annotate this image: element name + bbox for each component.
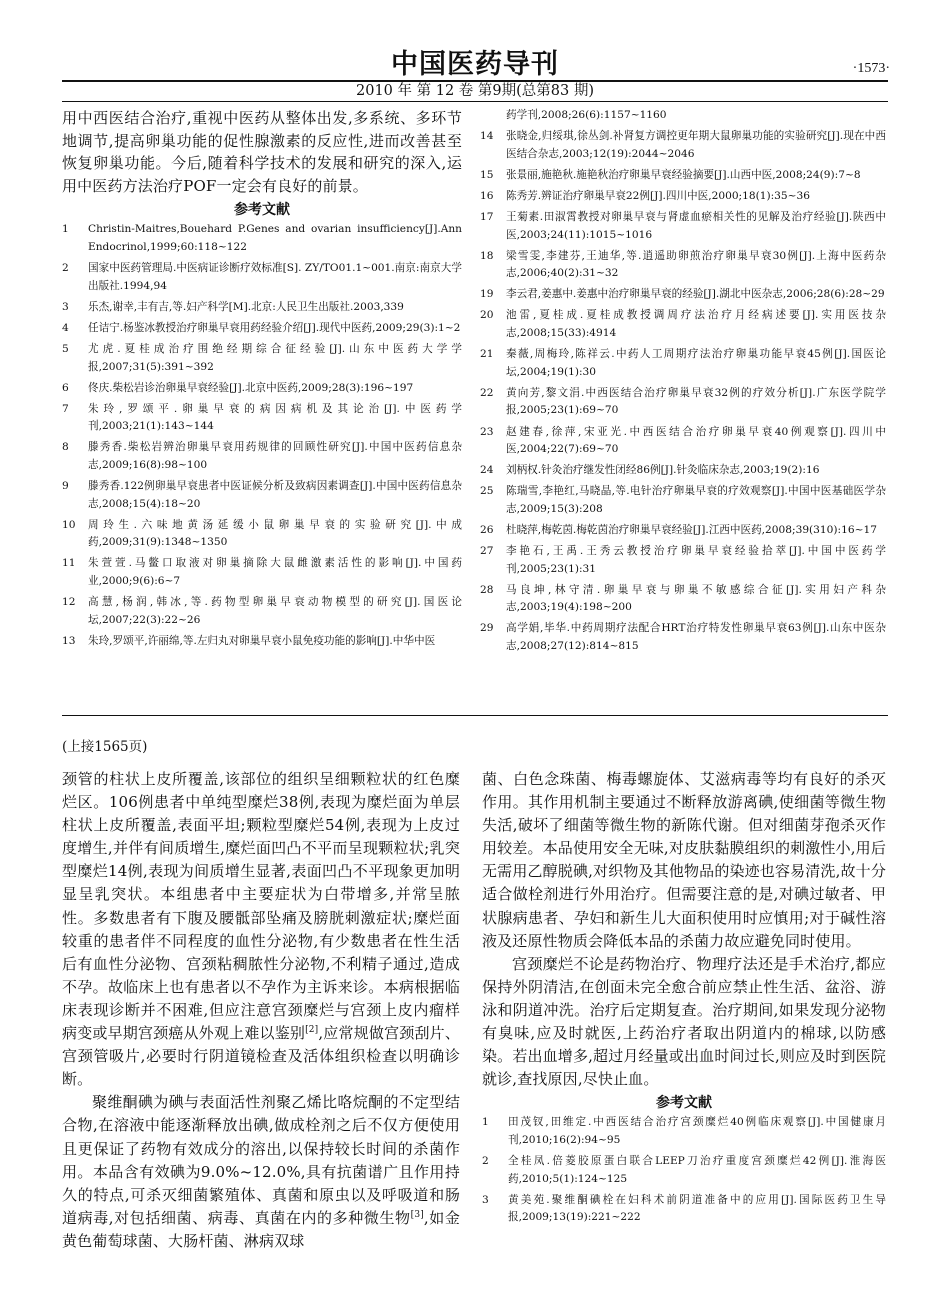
reference-item	[62, 221, 462, 256]
reference-text: 尤虎.夏桂成治疗围绝经期综合征经验[J].山东中医药大学学报,2007;31(5):391~392	[88, 342, 462, 373]
references-list-top-left	[62, 221, 462, 650]
reference-number: 2	[62, 262, 69, 275]
reference-text: 田茂钗,田维定.中西医结合治疗宫颈糜烂40例临床观察[J].中国健康月刊,2010;16(2):94~95	[508, 1116, 886, 1146]
reference-number: 14	[480, 130, 494, 143]
reference-number: 24	[480, 464, 494, 477]
body-paragraph-1-tail: ,应常规做宫颈刮片、宫颈管吸片,必要时行阴道镜检查及活体组织检查以明确诊断。	[62, 1024, 460, 1089]
reference-number: 7	[62, 402, 69, 415]
page-number: ·1573·	[852, 61, 890, 76]
reference-text: 任诘宁.杨鉴冰教授治疗卵巢早衰用药经验介绍[J].现代中医药,2009;29(3):1~2	[88, 321, 461, 334]
reference-number: 1	[482, 1116, 489, 1129]
reference-text: 陈瑞雪,李艳红,马晓晶,等.电针治疗卵巢早衰的疗效观察[J].中国中医基础医学杂志,2009;15(3):208	[506, 485, 886, 515]
reference-number: 28	[480, 583, 494, 596]
reference-text: 李艳石,王禹.王秀云教授治疗卵巢早衰经验拾萃[J].中国中医药学刊,2005;23(1):31	[506, 545, 886, 575]
reference-item	[482, 1192, 886, 1227]
reference-number: 12	[62, 596, 76, 609]
reference-text: 王菊素.田淑霄教授对卵巢早衰与肾虚血瘀相关性的见解及治疗经验[J].陕西中医,2003;24(11):1015~1016	[506, 210, 886, 241]
reference-text: 张晓金,归绥琪,徐丛剑.补肾复方调控更年期大鼠卵巢功能的实验研究[J].现在中西医结合杂志,2003;12(19):2044~2046	[506, 130, 886, 160]
reference-item	[482, 1153, 886, 1188]
reference-text: 药学刊,2008;26(6):1157~1160	[506, 109, 667, 121]
reference-text: 朱萱萱.马鳖口取液对卵巢摘除大鼠雌激素活性的影响[J].中国药业,2000;9(6):6~7	[88, 557, 462, 588]
reference-item	[62, 380, 462, 398]
references-list-top-right	[480, 107, 886, 656]
top-right-column	[480, 107, 886, 659]
reference-item	[62, 439, 462, 474]
reference-text: 滕秀香.柴松岩辨治卵巢早衰用药规律的回顾性研究[J].中国中医药信息杂志,2009;16(8):98~100	[88, 441, 462, 471]
reference-text: 国家中医药管理局.中医病证诊断疗效标准[S]. ZY/TO01.1~001.南京:南京大学出版社.1994,94	[88, 262, 462, 292]
reference-text: 滕秀香.122例卵巢早衰患者中医证候分析及致病因素调查[J].中国中医药信息杂志,2008;15(4):18~20	[88, 480, 462, 510]
reference-item	[480, 167, 886, 185]
reference-item	[62, 320, 462, 338]
reference-number: 3	[62, 300, 69, 313]
references-title: 参考文献	[234, 202, 290, 219]
reference-item	[62, 633, 462, 651]
references-title-bottom: 参考文献	[656, 1095, 712, 1112]
reference-number: 4	[62, 321, 69, 334]
reference-text: 黄美苑.聚维酮碘栓在妇科术前阴道准备中的应用[J].国际医药卫生导报,2009;13(19):221~222	[508, 1193, 886, 1224]
reference-number: 16	[480, 189, 494, 202]
reference-text: 梁雪雯,李建芬,王迪华,等.逍遥助卵煎治疗卵巢早衰30例[J].上海中医药杂志,2006;40(2):31~32	[506, 249, 886, 280]
reference-item	[480, 543, 886, 578]
reference-number: 21	[480, 348, 494, 361]
reference-number: 17	[480, 210, 494, 223]
reference-number: 25	[480, 485, 494, 498]
body-paragraph-1-text: 颈管的柱状上皮所覆盖,该部位的组织呈细颗粒状的红色糜烂区。106例患者中单纯型糜烂38例,表现为糜烂面为单层柱状上皮所覆盖,表面平坦;颗粒型糜烂54例,表现为上皮过度增生,并伴有间质增生,糜烂面凹凸不平而呈现颗粒状;乳突型糜烂14例,表现为间质增生显著,表面凹凸不平现象更加明显呈乳突状。本组患者中主要症状为白带增多,并常呈脓性。多数患者有下腹及腰骶部坠痛及膀胱刺激症状;糜烂面较重的患者伴不同程度的血性分泌物,有少数患者在性生活后有血性分泌物、宫颈粘稠脓性分泌物,不利精子通过,造成不孕。故临床上也有患者以不孕作为主诉来诊。本病根据临床表现诊断并不困难,但应注意宫颈糜烂与宫颈上皮内瘤样病变或早期宫颈癌从外观上难以鉴别	[62, 770, 460, 1043]
reference-text: 池雷,夏桂成.夏桂成教授调周疗法治疗月经病述要[J].实用医技杂志,2008;15(33):4914	[506, 309, 886, 340]
reference-item	[480, 209, 886, 244]
reference-text: 秦薇,周梅玲,陈祥云.中药人工周期疗法治疗卵巢功能早衰45例[J].国医论坛,2004;19(1):30	[506, 348, 886, 378]
section-divider	[62, 715, 888, 716]
bottom-right-column	[482, 768, 886, 1230]
reference-text: 黄向芳,黎文涓.中西医结合治疗卵巢早衰32例的疗效分析[J].广东医学院学报,2005;23(1):69~70	[506, 386, 886, 417]
reference-item	[62, 299, 462, 317]
reference-text: 马良坤,林守清.卵巢早衰与卵巢不敏感综合征[J].实用妇产科杂志,2003;19(4):198~200	[506, 583, 886, 614]
reference-number: 11	[62, 557, 76, 570]
reference-number: 20	[480, 309, 494, 322]
bottom-left-column	[62, 768, 460, 1253]
reference-item	[62, 341, 462, 376]
reference-item	[480, 582, 886, 617]
reference-item	[480, 286, 886, 304]
reference-item	[62, 478, 462, 513]
reference-number: 13	[62, 634, 76, 647]
reference-item	[482, 1114, 886, 1149]
body-paragraph-4: 宫颈糜烂不论是药物治疗、物理疗法还是手术治疗,都应保持外阴清洁,在创面未完全愈合前应禁止性生活、盆浴、游泳和阴道冲洗。治疗后定期复查。治疗期间,如果发现分泌物有臭味,应及时就医,上药治疗者取出阴道内的棉球,以防感染。若出血增多,超过月经量或出血时间过长,则应及时到医院就诊,查找原因,尽快止血。	[482, 954, 886, 1089]
reference-number: 6	[62, 381, 69, 394]
body-paragraph-3: 菌、白色念珠菌、梅毒螺旋体、艾滋病毒等均有良好的杀灭作用。其作用机制主要通过不断释放游离碘,使细菌等微生物失活,破坏了细菌等微生物的新陈代谢。但对细菌芽孢杀灭作用较差。本品使用安全无味,对皮肤黏膜组织的刺激性小,用后无需用乙醇脱碘,对织物及其他物品的染迹也容易清洗,故十分适合做栓剂进行外用治疗。但需要注意的是,对碘过敏者、甲状腺病患者、孕妇和新生儿大面积使用时应慎用;对于碱性溶液及还原性物质会降低本品的杀菌力故应避免同时使用。	[482, 770, 886, 950]
reference-number: 3	[482, 1193, 489, 1206]
reference-text: 乐杰,谢幸,丰有吉,等.妇产科学[M].北京:人民卫生出版社.2003,339	[88, 300, 404, 313]
reference-number: 27	[480, 545, 494, 558]
reference-number: 10	[62, 518, 76, 531]
reference-number: 15	[480, 168, 494, 181]
reference-item	[480, 620, 886, 655]
reference-text: 朱玲,罗颂平,许丽绵,等.左归丸对卵巢早衰小鼠免疫功能的影响[J].中华中医	[88, 634, 436, 647]
body-paragraph-2-text: 聚维酮碘为碘与表面活性剂聚乙烯比咯烷酮的不定型结合物,在溶液中能逐渐释放出碘,做成栓剂之后不仅方便使用且更保证了药物有效成分的溶出,以保持较长时间的杀菌作用。本品含有效碘为9.0%~12.0%,具有抗菌谱广且作用持久的特点,可杀灭细菌繁殖体、真菌和原虫以及呼吸道和肠道病毒,对包括细菌、病毒、真菌在内的多种微生物	[62, 1093, 460, 1227]
journal-title: 中国医药导刊	[391, 49, 559, 80]
body-paragraph-2-tail: ,如金黄色葡萄球菌、大肠杆菌、淋病双球	[62, 1208, 460, 1250]
reference-number: 5	[62, 342, 69, 355]
reference-text: 周玲生.六味地黄汤延缓小鼠卵巢早衰的实验研究[J].中成药,2009;31(9):1348~1350	[88, 518, 462, 549]
reference-item	[62, 401, 462, 436]
reference-number: 8	[62, 441, 69, 454]
reference-item	[480, 424, 886, 459]
reference-item	[480, 483, 886, 518]
header-rule-thin	[62, 101, 888, 102]
reference-text: 张景丽,施艳秋.施艳秋治疗卵巢早衰经验摘要[J].山西中医,2008;24(9):7~8	[506, 168, 861, 181]
body-paragraph-1	[62, 768, 460, 1091]
reference-text: 高学娟,毕华.中药周期疗法配合HRT治疗特发性卵巢早衰63例[J].山东中医杂志,2008;27(12):814~815	[506, 622, 886, 653]
top-left-column	[62, 107, 462, 654]
references-list-bottom	[482, 1114, 886, 1227]
reference-item	[480, 188, 886, 206]
reference-text: 佟庆.柴松岩诊治卵巢早衰经验[J].北京中医药,2009;28(3):196~197	[88, 381, 414, 394]
reference-number: 23	[480, 425, 494, 438]
body-paragraph-2	[62, 1091, 460, 1253]
reference-item	[480, 462, 886, 480]
reference-text: 陈秀芳.辨证治疗卵巢早衰22例[J].四川中医,2000;18(1):35~36	[506, 189, 811, 202]
reference-number: 29	[480, 622, 494, 635]
reference-text: 赵建春,徐萍,宋亚光.中西医结合治疗卵巢早衰40例观察[J].四川中医,2004;22(7):69~70	[506, 425, 886, 456]
reference-text: 高慧,杨润,韩冰,等.药物型卵巢早衰动物模型的研究[J].国医论坛,2007;22(3):22~26	[88, 596, 462, 626]
citation-2: [2]	[305, 1025, 319, 1036]
reference-item	[480, 522, 886, 540]
reference-number: 19	[480, 288, 494, 301]
reference-item	[62, 260, 462, 295]
reference-item	[480, 128, 886, 163]
reference-item	[480, 346, 886, 381]
reference-text: 全桂凤.倍菱胶原蛋白联合LEEP刀治疗重度宫颈糜烂42例[J].淮海医药,2010;5(1):124~125	[508, 1155, 886, 1185]
reference-item	[480, 248, 886, 283]
reference-number: 2	[482, 1155, 489, 1167]
reference-item	[62, 517, 462, 552]
reference-number: 22	[480, 386, 494, 399]
reference-item	[480, 307, 886, 342]
reference-item	[62, 555, 462, 590]
reference-number: 18	[480, 249, 494, 262]
reference-item	[62, 594, 462, 629]
conclusion-paragraph: 用中西医结合治疗,重视中医药从整体出发,多系统、多环节地调节,提高卵巢功能的促性腺激素的反应性,进而改善甚至恢复卵巢功能。今后,随着科学技术的发展和研究的深入,运用中医药方法治疗POF一定会有良好的前景。	[62, 109, 462, 195]
reference-number: 26	[480, 523, 494, 536]
citation-3: [3]	[410, 1209, 424, 1220]
reference-text: 刘柄权.针灸治疗继发性闭经86例[J].针灸临床杂志,2003;19(2):16	[506, 464, 820, 477]
reference-number: 9	[62, 480, 69, 493]
reference-text: 杜晓萍,梅乾茵.梅乾茵治疗卵巢早衰经验[J].江西中医药,2008;39(310):16~17	[506, 523, 877, 536]
reference-number: 1	[62, 223, 69, 236]
continued-note: (上接1565页)	[62, 739, 148, 755]
reference-text: 李云君,姜惠中.姜惠中治疗卵巢早衰的经验[J].湖北中医杂志,2006;28(6):28~29	[506, 288, 885, 301]
reference-text: Christin-Maitres,Bouehard P.Genes and ovarian insufficiency[J].Ann Endocrinol,1999;60:118~122	[88, 223, 462, 253]
reference-text: 朱玲,罗颂平.卵巢早衰的病因病机及其论治[J].中医药学刊,2003;21(1):143~144	[88, 402, 462, 433]
reference-item	[480, 385, 886, 420]
reference-item	[480, 107, 886, 125]
issue-line: 2010 年 第 12 卷 第9期(总第83 期)	[356, 83, 594, 99]
